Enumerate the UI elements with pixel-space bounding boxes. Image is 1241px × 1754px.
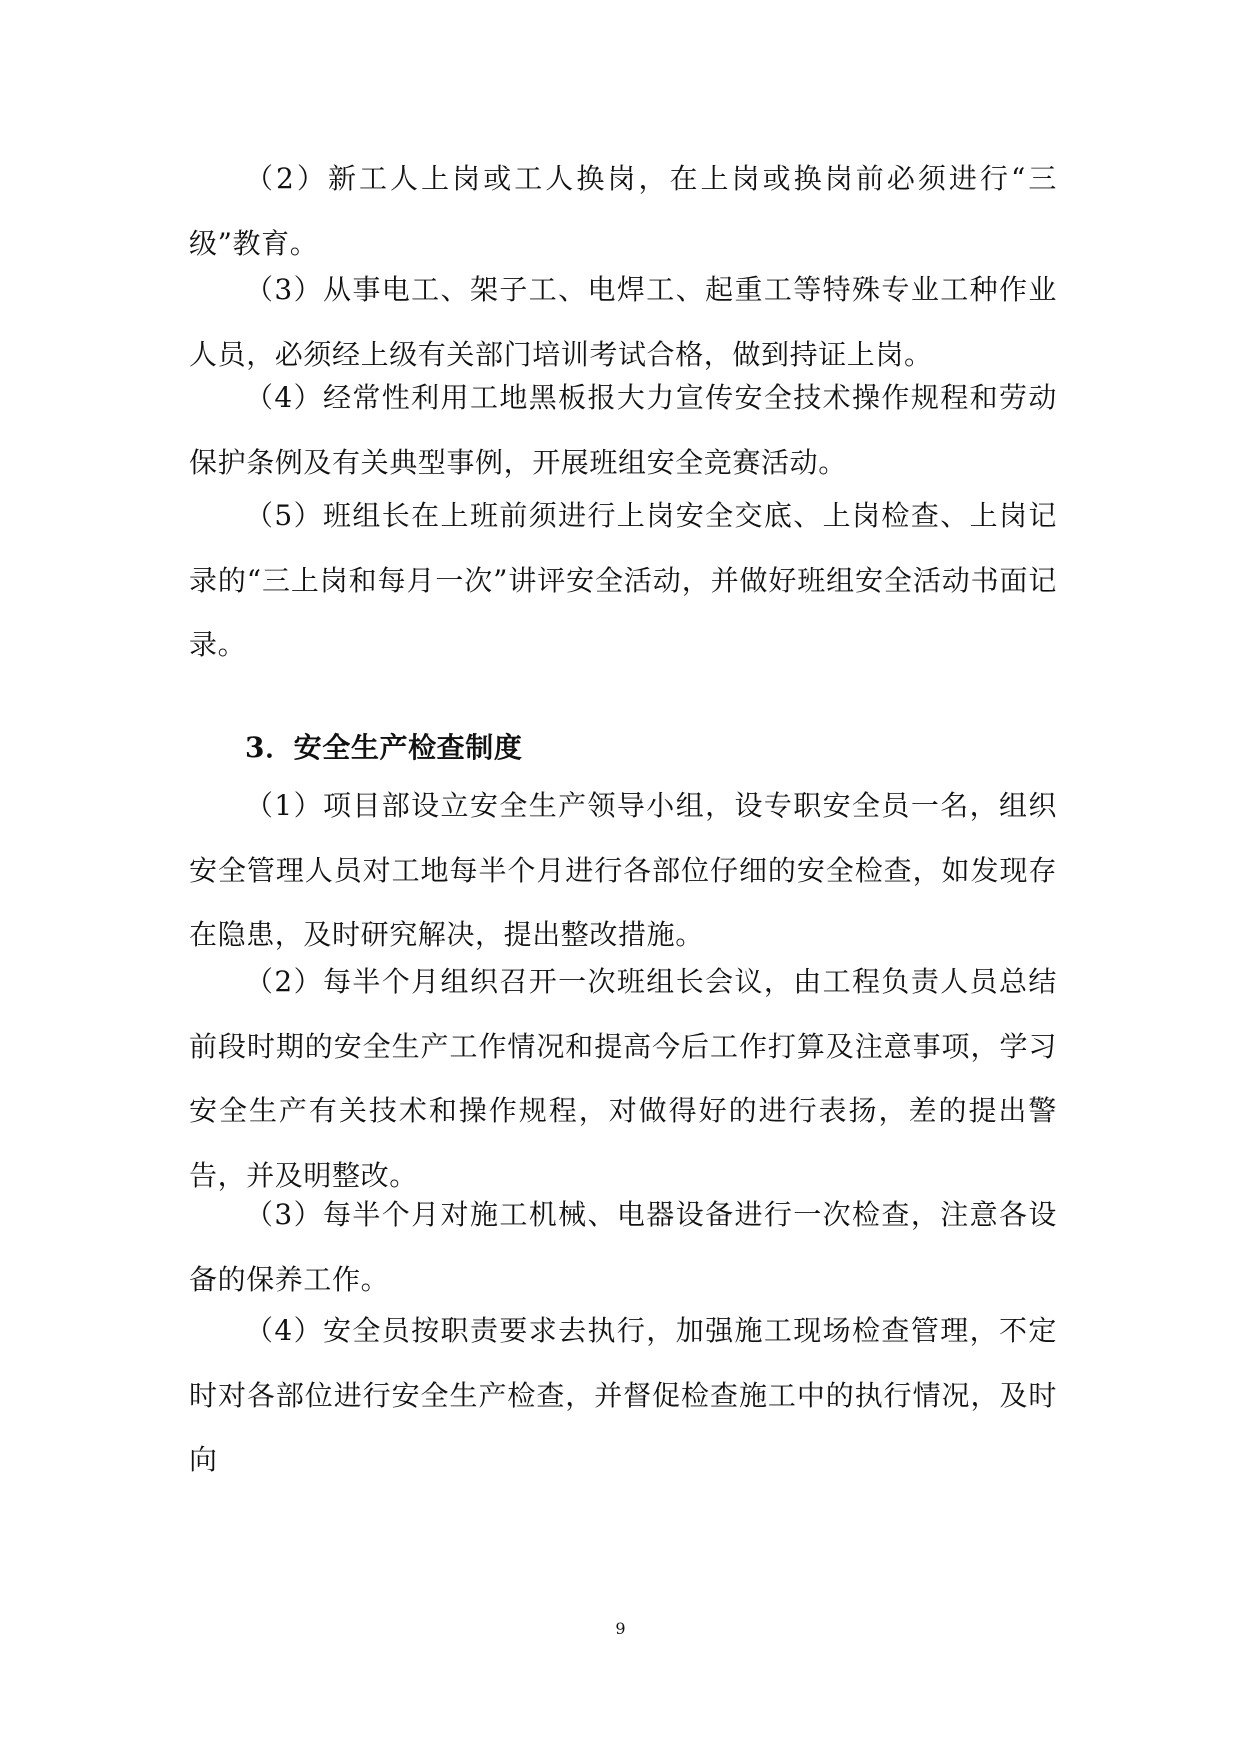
paragraph-2-3: （3）从事电工、架子工、电焊工、起重工等特殊专业工种作业人员，必须经上级有关部门培训考试合格，做到持证上岗。 (189, 273, 1057, 371)
paragraph-2-4: （4）经常性利用工地黑板报大力宣传安全技术操作规程和劳动保护条例及有关典型事例，开展班组安全竞赛活动。 (189, 381, 1057, 479)
paragraph-3-1: （1）项目部设立安全生产领导小组，设专职安全员一名，组织安全管理人员对工地每半个月进行各部位仔细的安全检查，如发现存在隐患，及时研究解决，提出整改措施。 (189, 789, 1057, 952)
paragraph-2-2: （2）新工人上岗或工人换岗，在上岗或换岗前必须进行“三级”教育。 (189, 162, 1057, 260)
paragraph-3-4: （4）安全员按职责要求去执行，加强施工现场检查管理，不定时对各部位进行安全生产检查，并督促检查施工中的执行情况，及时向 (189, 1314, 1057, 1477)
page-number: 9 (615, 1619, 626, 1638)
paragraph-3-2: （2）每半个月组织召开一次班组长会议，由工程负责人员总结前段时期的安全生产工作情况和提高今后工作打算及注意事项，学习安全生产有关技术和操作规程，对做得好的进行表扬，差的提出警告，并及明整改。 (189, 965, 1057, 1192)
paragraph-3-3: （3）每半个月对施工机械、电器设备进行一次检查，注意各设备的保养工作。 (189, 1198, 1057, 1296)
section-3-heading: 3．安全生产检查制度 (245, 731, 523, 764)
paragraph-2-5: （5）班组长在上班前须进行上岗安全交底、上岗检查、上岗记录的“三上岗和每月一次”讲评安全活动，并做好班组安全活动书面记录。 (189, 499, 1057, 662)
